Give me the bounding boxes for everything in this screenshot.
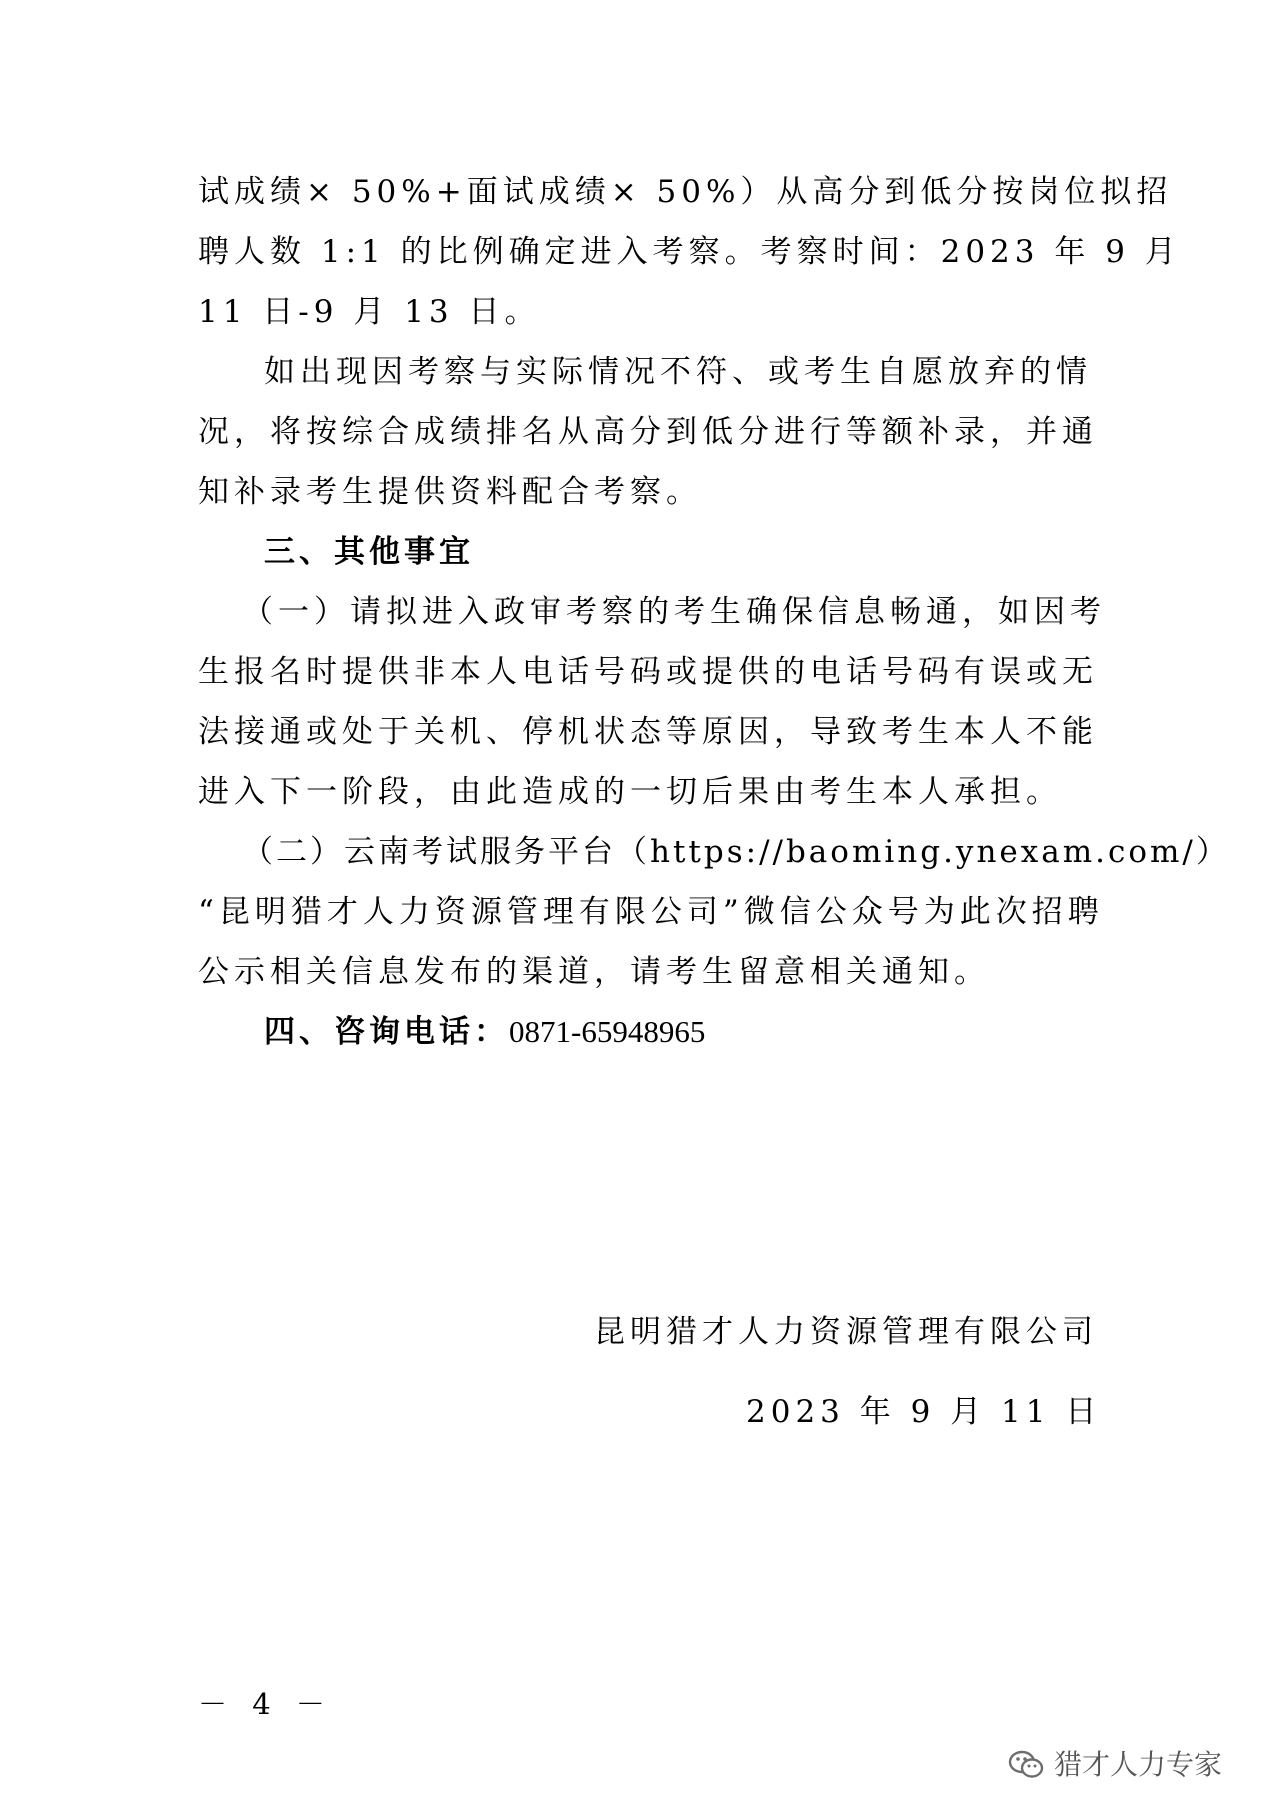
wechat-watermark [1008, 1745, 1222, 1785]
signature-company: 昆明猎才人力资源管理有限公司 [594, 1314, 1098, 1350]
paragraph-1-line-1: 试成绩× 50%+面试成绩× 50%）从高分到低分按岗位拟招 [198, 174, 1173, 210]
item-2-line-3: 公示相关信息发布的渠道，请考生留意相关通知。 [198, 954, 990, 990]
item-1-line-4: 进入下一阶段，由此造成的一切后果由考生本人承担。 [198, 774, 1062, 810]
section-3-heading: 三、其他事宜 [264, 534, 474, 570]
section-4-heading [264, 1012, 705, 1052]
item-1-line-3: 法接通或处于关机、停机状态等原因，导致考生本人不能 [198, 714, 1098, 750]
consult-phone: 0871-65948965 [509, 1014, 706, 1049]
paragraph-2-line-3: 知补录考生提供资料配合考察。 [198, 474, 702, 510]
item-1-line-1: （一）请拟进入政审考察的考生确保信息畅通，如因考 [242, 594, 1106, 630]
consult-label: 四、咨询电话： [264, 1014, 509, 1050]
item-2-line-2: “昆明猎才人力资源管理有限公司”微信公众号为此次招聘 [198, 894, 1104, 930]
paragraph-1-line-3: 11 日-9 月 13 日。 [198, 294, 541, 330]
paragraph-1-line-2: 聘人数 1:1 的比例确定进入考察。考察时间：2023 年 9 月 [198, 234, 1181, 270]
wechat-icon [1008, 1748, 1046, 1782]
item-2-line-1: （二）云南考试服务平台（https://baoming.ynexam.com/） [242, 834, 1230, 870]
item-1-line-2: 生报名时提供非本人电话号码或提供的电话号码有误或无 [198, 654, 1098, 690]
watermark-text: 猎才人力专家 [1054, 1748, 1223, 1781]
paragraph-2-line-1: 如出现因考察与实际情况不符、或考生自愿放弃的情 [264, 354, 1092, 390]
signature-date: 2023 年 9 月 11 日 [746, 1394, 1102, 1430]
page-number: － 4 － [198, 1687, 333, 1721]
paragraph-2-line-2: 况，将按综合成绩排名从高分到低分进行等额补录，并通 [198, 414, 1098, 450]
